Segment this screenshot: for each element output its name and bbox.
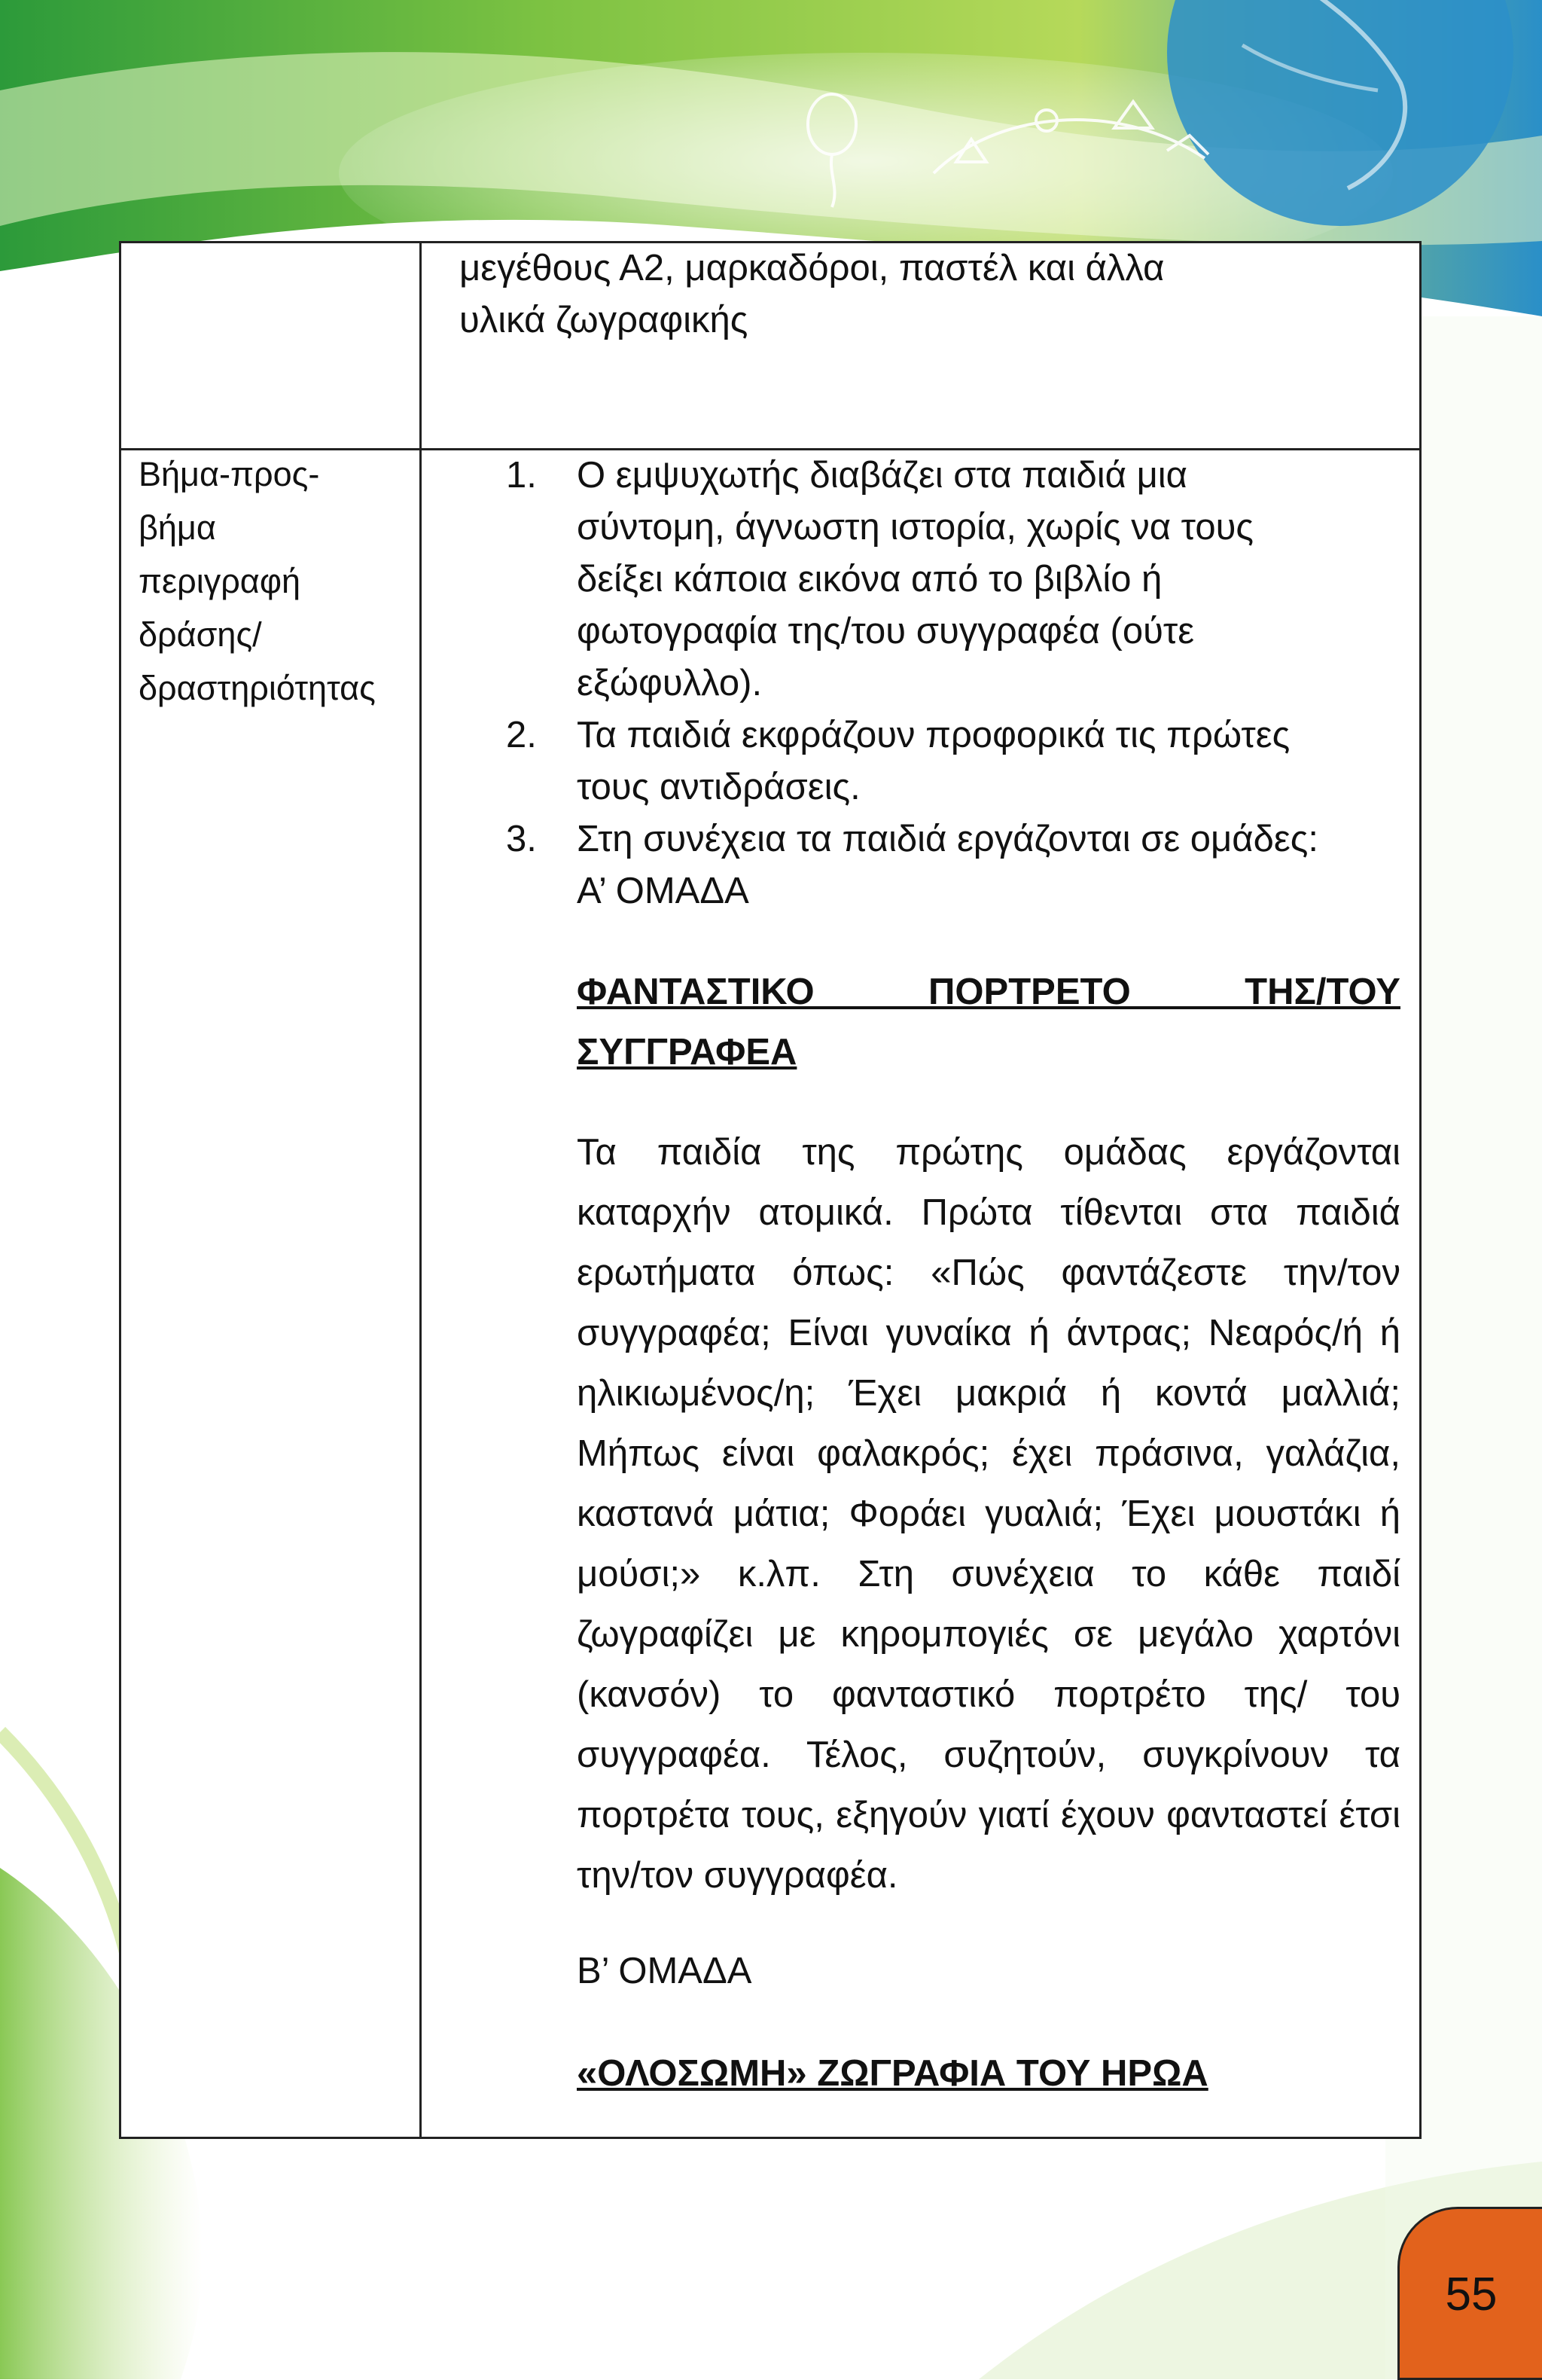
step-1-line: σύντομη, άγνωστη ιστορία, χωρίς να τους [577,507,1254,548]
group-b-label: Β’ ΟΜΑΔΑ [577,1951,752,1991]
label-line: περιγραφή [139,562,301,600]
materials-line-2: υλικά ζωγραφικής [459,300,748,340]
label-line: δράσης/ [139,615,262,654]
page-number-badge [1397,2207,1542,2380]
step-3-line: Στη συνέχεια τα παιδιά εργάζονται σε ομάδες: [577,819,1318,859]
step-2-line: Τα παιδιά εκφράζουν προφορικά τις πρώτες [577,715,1291,755]
step-number: 3. [506,819,537,859]
step-1-line: Ο εμψυχωτής διαβάζει στα παιδιά μια [577,455,1188,496]
label-line: δραστηριότητας [139,669,376,707]
group-a-label: Α’ ΟΜΑΔΑ [577,871,749,911]
group-a-heading: ΦΑΝΤΑΣΤΙΚΟ ΠΟΡΤΡΕΤΟ ΤΗΣ/ΤΟΥ ΣΥΓΓΡΑΦΕΑ [577,972,1400,1073]
step-2-line: τους αντιδράσεις. [577,767,861,807]
group-a-description: Τα παιδία της πρώτης ομάδας εργάζονται καταρχήν ατομικά. Πρώτα τίθενται στα παιδιά ερωτήματα όπως: «Πώς φαντάζεστε την/τον συγγραφέα; Είναι γυναίκα ή άντρας; Νεαρός/ή ή ηλικιωμένος/η; Έχει μακριά ή κοντά μαλλιά; Μήπως είναι φαλακρός; έχει πράσινα, γαλάζια, καστανά μάτια; Φοράει γυαλιά; Έχει μουστάκι ή μούσι;» κ.λπ. Στη συνέχεια το κάθε παιδί ζωγραφίζει με κηρομπογιές σε μεγάλο χαρτόνι (κανσόν) το φανταστικό πορτρέτο της/ του συγγραφέα. Τέλος, συζητούν, συγκρίνουν τα πορτρέτα τους, εξηγούν γιατί έχουν φανταστεί έτσι την/τον συγγραφέα. [577,1132,1400,1896]
step-by-step-label [139,447,417,715]
page-number: 55 [1445,2269,1498,2320]
step-1-line: εξώφυλλο). [577,663,763,703]
step-1-line: δείξει κάποια εικόνα από το βιβλίο ή [577,559,1163,600]
materials-line-1: μεγέθους Α2, μαρκαδόροι, παστέλ και άλλα [459,248,1165,288]
table-column-divider [419,243,422,2137]
step-number: 2. [506,715,537,755]
group-b-heading: «ΟΛΟΣΩΜΗ» ΖΩΓΡΑΦΙΑ ΤΟΥ ΗΡΩΑ [577,2053,1208,2094]
step-number: 1. [506,455,537,496]
step-1-line: φωτογραφία της/του συγγραφέα (ούτε [577,611,1195,651]
label-line: Βήμα-προς- [139,455,320,493]
label-line: βήμα [139,508,216,547]
